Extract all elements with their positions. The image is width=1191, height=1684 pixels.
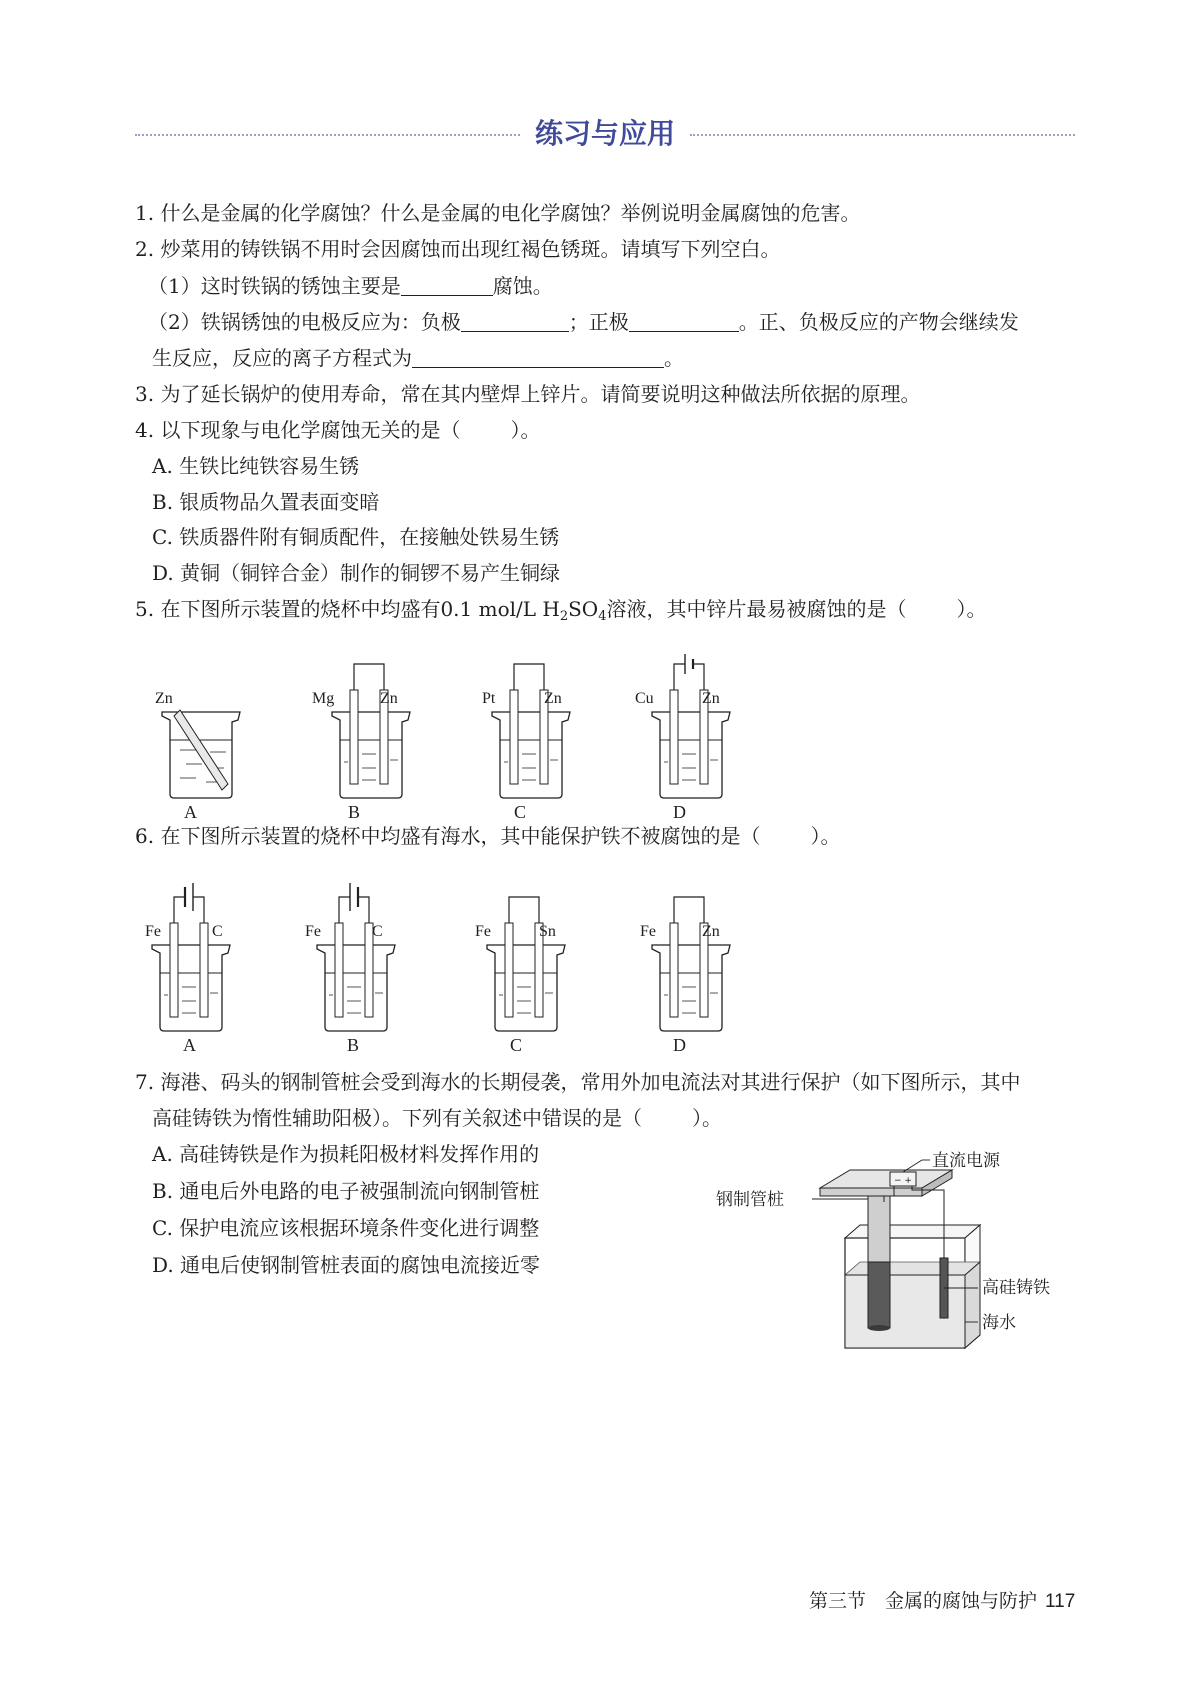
header-dotted-rule-left [135,134,520,136]
beaker-right-label: Zn [380,690,398,707]
seawater-tank [845,1225,980,1348]
beaker-letter: C [510,1035,523,1055]
question-2-part-2-cont [152,344,684,372]
q2-part2-text-c: 。正、负极反应的产物会继续发 [738,310,1019,334]
q6-stem-end: ）。 [810,824,841,848]
question-7-stem-2 [152,1104,722,1132]
answer-blank[interactable] [401,275,493,296]
q7-stem-end: ）。 [692,1106,722,1130]
q5-beaker-b [312,664,410,822]
beaker-left-label: Pt [482,690,496,707]
q2-part1-text-b: 腐蚀。 [492,274,553,298]
beaker-right-label: Zn [702,690,720,707]
beaker-letter: D [673,1035,686,1055]
q4-option-a: A. 生铁比纯铁容易生锈 [152,454,360,478]
q4-option-d: D. 黄铜（铜锌合金）制作的铜锣不易产生铜绿 [152,561,561,585]
q5-subscript-4: 4 [598,609,607,624]
q6-beaker-a [145,883,230,1055]
beaker-left-label: Fe [305,923,321,940]
beaker-letter: B [348,802,361,822]
q2-part1-text-a: （1）这时铁锅的锈蚀主要是 [148,274,401,298]
label-seawater: 海水 [982,1313,1016,1333]
section-header [135,112,1075,156]
q2-part2-text-e: 。 [664,346,684,370]
question-7-stem-1: 7. 海港、码头的钢制管桩会受到海水的长期侵袭，常用外加电流法对其进行保护（如下图所示，其中 [135,1070,1021,1094]
q5-stem-end: ）。 [956,597,987,621]
q2-part2-text-d: 生反应，反应的离子方程式为 [152,346,412,370]
q6-beaker-b [305,883,395,1055]
q5-beaker-c [482,664,570,822]
dock-platform [820,1170,952,1196]
answer-blank[interactable] [461,311,569,332]
answer-blank[interactable] [629,311,739,332]
q7-stem-text: 高硅铸铁为惰性辅助阳极）。下列有关叙述中错误的是（ [152,1106,642,1130]
question-1: 1. 什么是金属的化学腐蚀？什么是金属的电化学腐蚀？举例说明金属腐蚀的危害。 [135,201,861,225]
page-number: 117 [1045,1591,1076,1612]
q7-option-d: D. 通电后使钢制管桩表面的腐蚀电流接近零 [152,1253,541,1277]
beaker-left-label: Fe [145,923,161,940]
label-dc-power: 直流电源 [932,1151,1000,1171]
beaker-letter: D [673,802,686,822]
q5-stem-text-a: 5. 在下图所示装置的烧杯中均盛有0.1 mol/L H [135,597,560,621]
steel-pile [868,1196,890,1331]
q4-option-c: C. 铁质器件附有铜质配件，在接触处铁易生锈 [152,525,560,549]
q5-beaker-a [155,690,240,822]
beaker-left-label: Fe [640,923,656,940]
q7-option-a: A. 高硅铸铁是作为损耗阳极材料发挥作用的 [152,1142,540,1166]
minus-plus-icon: − + [894,1176,912,1186]
beaker-left-label: Mg [312,690,335,707]
answer-blank[interactable] [412,347,664,368]
q5-beaker-d [635,654,730,822]
header-dotted-rule-right [690,134,1075,136]
q5-stem-text-b: SO [568,597,599,621]
q7-option-b: B. 通电后外电路的电子被强制流向钢制管桩 [152,1179,540,1203]
page-footer [809,1588,1075,1615]
q5-subscript-2: 2 [559,609,569,624]
beaker-right-label: Sn [539,923,556,940]
q6-beaker-c [475,897,565,1055]
question-4-stem [135,416,540,444]
question-3: 3. 为了延长锅炉的使用寿命，常在其内壁焊上锌片。请简要说明这种做法所依据的原理。 [135,382,921,406]
q4-stem-end: ）。 [510,418,541,442]
q6-beaker-diagrams [140,883,800,1053]
q4-option-b: B. 银质物品久置表面变暗 [152,490,380,514]
q5-beaker-diagrams [140,650,800,820]
q7-impressed-current-diagram [716,1150,1080,1360]
beaker-letter: A [183,1035,196,1055]
beaker-right-label: C [212,923,223,940]
q5-stem-text-c: 溶液，其中锌片最易被腐蚀的是（ [606,597,907,621]
question-6-stem [135,822,840,850]
question-2-part-2 [148,308,1019,336]
beaker-letter: C [514,802,527,822]
section-title: 练习与应用 [534,117,675,150]
beaker-left-label: Fe [475,923,491,940]
question-5-stem [135,595,987,631]
beaker-right-label: Zn [544,690,562,707]
q2-part2-text-b: ；正极 [568,310,629,334]
beaker-right-label: C [372,923,383,940]
label-anode: 高硅铸铁 [982,1278,1050,1298]
beaker-right-label: Zn [702,923,720,940]
question-2-stem: 2. 炒菜用的铸铁锅不用时会因腐蚀而出现红褐色锈斑。请填写下列空白。 [135,237,781,261]
q4-stem-text: 4. 以下现象与电化学腐蚀无关的是（ [135,418,461,442]
footer-section-title: 第三节 金属的腐蚀与防护 [809,1590,1038,1612]
beaker-electrode-label: Zn [155,690,173,707]
beaker-letter: A [184,802,197,822]
q2-part2-text-a: （2）铁锅锈蚀的电极反应为：负极 [148,310,461,334]
label-steel-pile: 钢制管桩 [716,1190,784,1210]
beaker-letter: B [347,1035,360,1055]
beaker-left-label: Cu [635,690,654,707]
q6-stem-text: 6. 在下图所示装置的烧杯中均盛有海水，其中能保护铁不被腐蚀的是（ [135,824,761,848]
question-2-part-1 [148,272,553,300]
q7-option-c: C. 保护电流应该根据环境条件变化进行调整 [152,1216,540,1240]
q6-beaker-d [640,897,730,1055]
